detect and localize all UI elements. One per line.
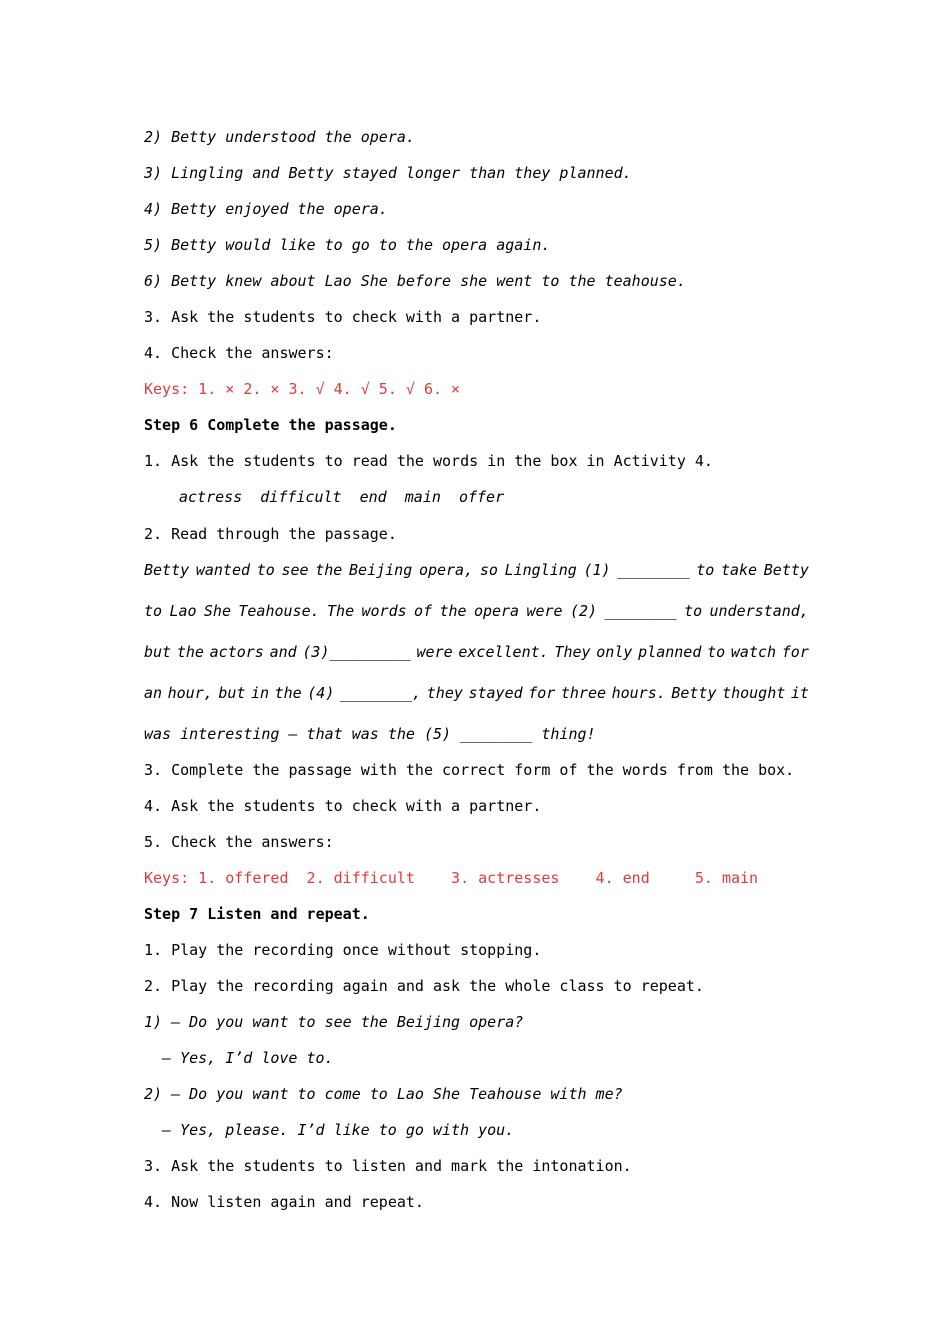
dialogue-line: 1) — Do you want to see the Beijing opera? bbox=[144, 1013, 524, 1031]
passage-word: Lao bbox=[169, 602, 197, 620]
passage-word: for bbox=[781, 643, 809, 661]
instruction-check-answers: 4. Check the answers: bbox=[144, 344, 334, 362]
passage-word: for bbox=[528, 684, 556, 702]
passage-word: the bbox=[274, 684, 302, 702]
step7-item-2: 2. Play the recording again and ask the whole class to repeat. bbox=[144, 977, 704, 995]
step7-item-3: 3. Ask the students to listen and mark the intonation. bbox=[144, 1157, 632, 1175]
passage-word: (3)_________ bbox=[302, 643, 411, 661]
passage-word: (1) bbox=[583, 561, 611, 579]
passage-word: stayed bbox=[468, 684, 523, 702]
passage-word: hour, bbox=[167, 684, 213, 702]
passage-word: they bbox=[426, 684, 463, 702]
passage-word: Betty bbox=[144, 561, 190, 579]
passage-line bbox=[144, 642, 809, 662]
instruction-check-partner: 3. Ask the students to check with a partner. bbox=[144, 308, 542, 326]
passage-word: the bbox=[439, 602, 467, 620]
statement-3: 3) Lingling and Betty stayed longer than they planned. bbox=[144, 164, 632, 182]
passage-word: of bbox=[414, 602, 433, 620]
passage-word: to bbox=[144, 602, 163, 620]
passage-word: ________, bbox=[339, 684, 422, 702]
passage-word: were bbox=[416, 643, 453, 661]
passage-word: words bbox=[361, 602, 407, 620]
step6-heading: Step 6 Complete the passage. bbox=[144, 416, 397, 434]
step6-item-5: 5. Check the answers: bbox=[144, 833, 334, 851]
passage-word: in bbox=[251, 684, 270, 702]
passage-word: ________ bbox=[604, 602, 677, 620]
passage-word: Beijing bbox=[349, 561, 413, 579]
passage-word: planned bbox=[638, 643, 702, 661]
passage-word: an bbox=[144, 684, 163, 702]
statement-4: 4) Betty enjoyed the opera. bbox=[144, 200, 388, 218]
passage-word: to bbox=[684, 602, 703, 620]
passage-line bbox=[144, 683, 809, 703]
step6-item-3: 3. Complete the passage with the correct form of the words from the box. bbox=[144, 761, 795, 779]
passage-word: to bbox=[707, 643, 726, 661]
passage-word: and bbox=[269, 643, 297, 661]
step7-heading: Step 7 Listen and repeat. bbox=[144, 905, 370, 923]
passage-word: excellent. bbox=[458, 643, 549, 661]
step6-item-2: 2. Read through the passage. bbox=[144, 525, 397, 543]
passage-word: take bbox=[720, 561, 758, 579]
statement-2: 2) Betty understood the opera. bbox=[144, 128, 415, 146]
passage-line: was interesting — that was the (5) ________ thing! bbox=[144, 725, 596, 743]
passage-word: to bbox=[696, 561, 715, 579]
step6-item-4: 4. Ask the students to check with a partner. bbox=[144, 797, 542, 815]
passage-word: Betty bbox=[671, 684, 717, 702]
passage-word: The bbox=[327, 602, 355, 620]
passage-word: Teahouse. bbox=[238, 602, 320, 620]
passage-word: actors bbox=[209, 643, 264, 661]
dialogue-line: 2) — Do you want to come to Lao She Teahouse with me? bbox=[144, 1085, 623, 1103]
passage-word: thought bbox=[722, 684, 786, 702]
dialogue-line: — Yes, please. I’d like to go with you. bbox=[162, 1121, 515, 1139]
answer-keys: Keys: 1. × 2. × 3. √ 4. √ 5. √ 6. × bbox=[144, 380, 461, 398]
dialogue-line: — Yes, I’d love to. bbox=[162, 1049, 334, 1067]
passage-word: it bbox=[790, 684, 809, 702]
passage-word: They bbox=[554, 643, 591, 661]
passage-word: opera bbox=[473, 602, 520, 620]
passage-word: the bbox=[176, 643, 204, 661]
passage-word: Betty bbox=[763, 561, 809, 579]
step6-item-1: 1. Ask the students to read the words in the box in Activity 4. bbox=[144, 452, 713, 470]
passage-word: see bbox=[281, 561, 309, 579]
word-box: actress difficult end main offer bbox=[179, 488, 505, 506]
passage-word: wanted bbox=[195, 561, 251, 579]
passage-word: watch bbox=[730, 643, 777, 661]
passage-line bbox=[144, 560, 809, 580]
step6-answer-keys: Keys: 1. offered 2. difficult 3. actresses 4. end 5. main bbox=[144, 869, 759, 887]
passage-word: (4) bbox=[307, 684, 335, 702]
passage-word: the bbox=[315, 561, 343, 579]
passage-word: opera, bbox=[418, 561, 474, 579]
passage-line bbox=[144, 601, 809, 621]
passage-word: ________ bbox=[617, 561, 690, 579]
passage-word: but bbox=[218, 684, 246, 702]
passage-word: Lingling bbox=[504, 561, 577, 579]
passage-word: three bbox=[560, 684, 607, 702]
passage-word: but bbox=[144, 643, 172, 661]
statement-6: 6) Betty knew about Lao She before she went to the teahouse. bbox=[144, 272, 686, 290]
passage-word: She bbox=[203, 602, 231, 620]
passage-word: to bbox=[256, 561, 275, 579]
step7-item-1: 1. Play the recording once without stopping. bbox=[144, 941, 542, 959]
passage-word: (2) bbox=[569, 602, 598, 620]
step7-item-4: 4. Now listen again and repeat. bbox=[144, 1193, 424, 1211]
passage-word: understand, bbox=[709, 602, 809, 620]
statement-5: 5) Betty would like to go to the opera again. bbox=[144, 236, 551, 254]
passage-word: hours. bbox=[611, 684, 666, 702]
passage-word: were bbox=[526, 602, 563, 620]
passage-word: so bbox=[479, 561, 498, 579]
passage-word: only bbox=[596, 643, 633, 661]
